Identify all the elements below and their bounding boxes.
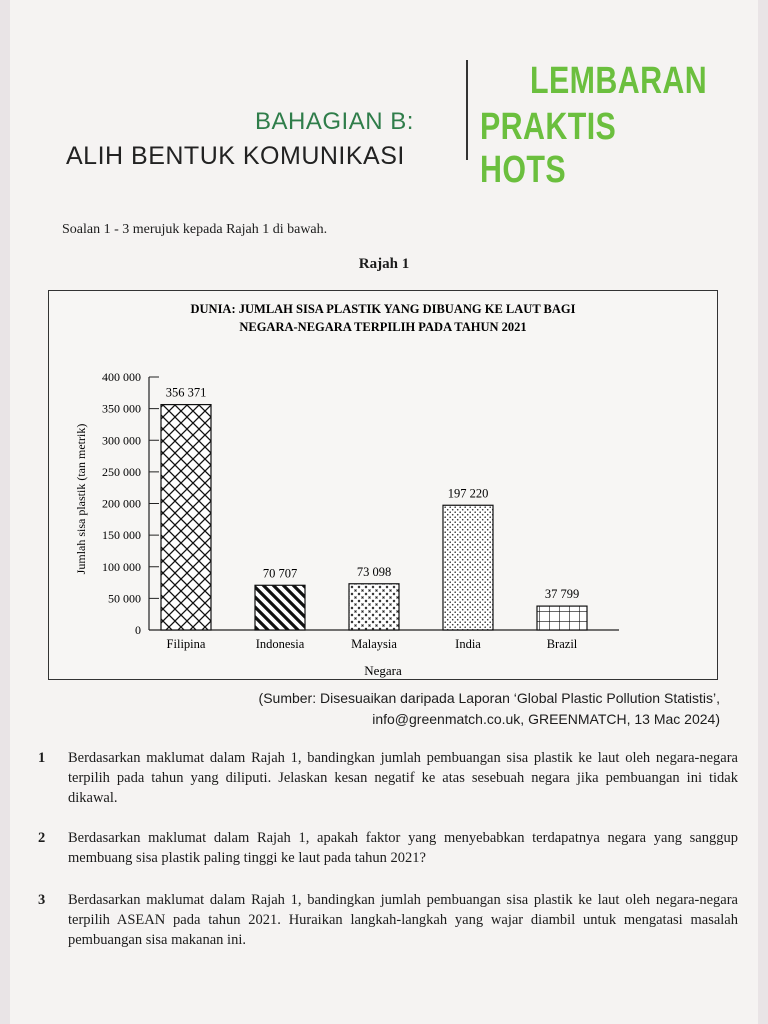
brand-line-1: LEMBARAN bbox=[530, 60, 708, 102]
y-axis-label: Jumlah sisa plastik (tan metrik) bbox=[74, 423, 88, 575]
y-tick-label: 100 000 bbox=[102, 559, 141, 574]
section-title: ALIH BENTUK KOMUNIKASI bbox=[66, 142, 405, 170]
y-tick-label: 350 000 bbox=[102, 401, 141, 416]
bar-malaysia bbox=[349, 584, 399, 630]
header-divider bbox=[466, 60, 468, 160]
bar-filipina bbox=[161, 405, 211, 630]
data-label: 37 799 bbox=[544, 587, 580, 602]
question-1 bbox=[38, 748, 738, 808]
x-tick-label: Filipina bbox=[166, 637, 206, 651]
chart-frame bbox=[48, 290, 718, 680]
intro-text: Soalan 1 - 3 merujuk kepada Rajah 1 di bawah. bbox=[62, 222, 328, 237]
y-tick-label: 250 000 bbox=[102, 464, 141, 479]
source-citation bbox=[190, 688, 720, 730]
chart-title-line2: NEGARA-NEGARA TERPILIH PADA TAHUN 2021 bbox=[239, 320, 527, 334]
bar-india bbox=[443, 505, 493, 630]
figure-label: Rajah 1 bbox=[358, 256, 410, 272]
bars bbox=[161, 386, 587, 651]
y-tick-label: 300 000 bbox=[102, 433, 141, 448]
question-text: Berdasarkan maklumat dalam Rajah 1, bandingkan jumlah pembuangan sisa plastik ke laut oleh negara-negara terpilih ASEAN pada tahun 2021. Huraikan langkah-langkah yang wajar diambil untuk mengatasi masalah pembuangan sisa makanan ini. bbox=[68, 892, 738, 948]
y-tick-label: 200 000 bbox=[102, 496, 141, 511]
x-tick-label: India bbox=[455, 637, 481, 651]
brand-line-2: PRAKTIS HOTS bbox=[480, 106, 617, 191]
x-tick-label: Malaysia bbox=[351, 637, 397, 651]
data-label: 70 707 bbox=[262, 566, 298, 581]
x-axis-label: Negara bbox=[364, 663, 402, 678]
question-number: 1 bbox=[38, 750, 46, 766]
question-2 bbox=[38, 828, 738, 868]
question-number: 2 bbox=[38, 830, 46, 846]
data-label: 356 371 bbox=[165, 385, 207, 400]
data-label: 73 098 bbox=[356, 564, 392, 579]
page bbox=[10, 0, 758, 1024]
question-text: Berdasarkan maklumat dalam Rajah 1, apakah faktor yang menyebabkan terdapatnya negara yang sanggup membuang sisa plastik paling tinggi ke laut pada tahun 2021? bbox=[68, 830, 738, 866]
source-line-1: (Sumber: Disesuaikan daripada Laporan ‘Global Plastic Pollution Statistis’, bbox=[258, 690, 720, 706]
source-line-2: info@greenmatch.co.uk, GREENMATCH, 13 Mac 2024) bbox=[372, 711, 720, 727]
data-label: 197 220 bbox=[447, 486, 489, 501]
y-tick-label: 150 000 bbox=[102, 528, 141, 543]
bar-indonesia bbox=[255, 585, 305, 630]
y-tick-label: 0 bbox=[135, 623, 141, 637]
y-axis-ticks bbox=[102, 370, 159, 637]
question-3 bbox=[38, 890, 738, 950]
header bbox=[10, 60, 758, 191]
chart-title-line1: DUNIA: JUMLAH SISA PLASTIK YANG DIBUANG KE LAUT BAGI bbox=[190, 302, 576, 316]
question-number: 3 bbox=[38, 892, 46, 908]
y-tick-label: 400 000 bbox=[102, 370, 141, 384]
section-label: BAHAGIAN B: bbox=[255, 108, 414, 135]
question-text: Berdasarkan maklumat dalam Rajah 1, bandingkan jumlah pembuangan sisa plastik ke laut oleh negara-negara terpilih pada tahun yang diliputi. Jelaskan kesan negatif ke atas sesebuah negara jika pembuangan ini tidak dikawal. bbox=[68, 750, 738, 806]
y-tick-label: 50 000 bbox=[108, 591, 141, 606]
bar-chart bbox=[49, 291, 717, 679]
x-tick-label: Brazil bbox=[546, 637, 578, 651]
x-tick-label: Indonesia bbox=[255, 637, 305, 651]
bar-brazil bbox=[537, 606, 587, 630]
